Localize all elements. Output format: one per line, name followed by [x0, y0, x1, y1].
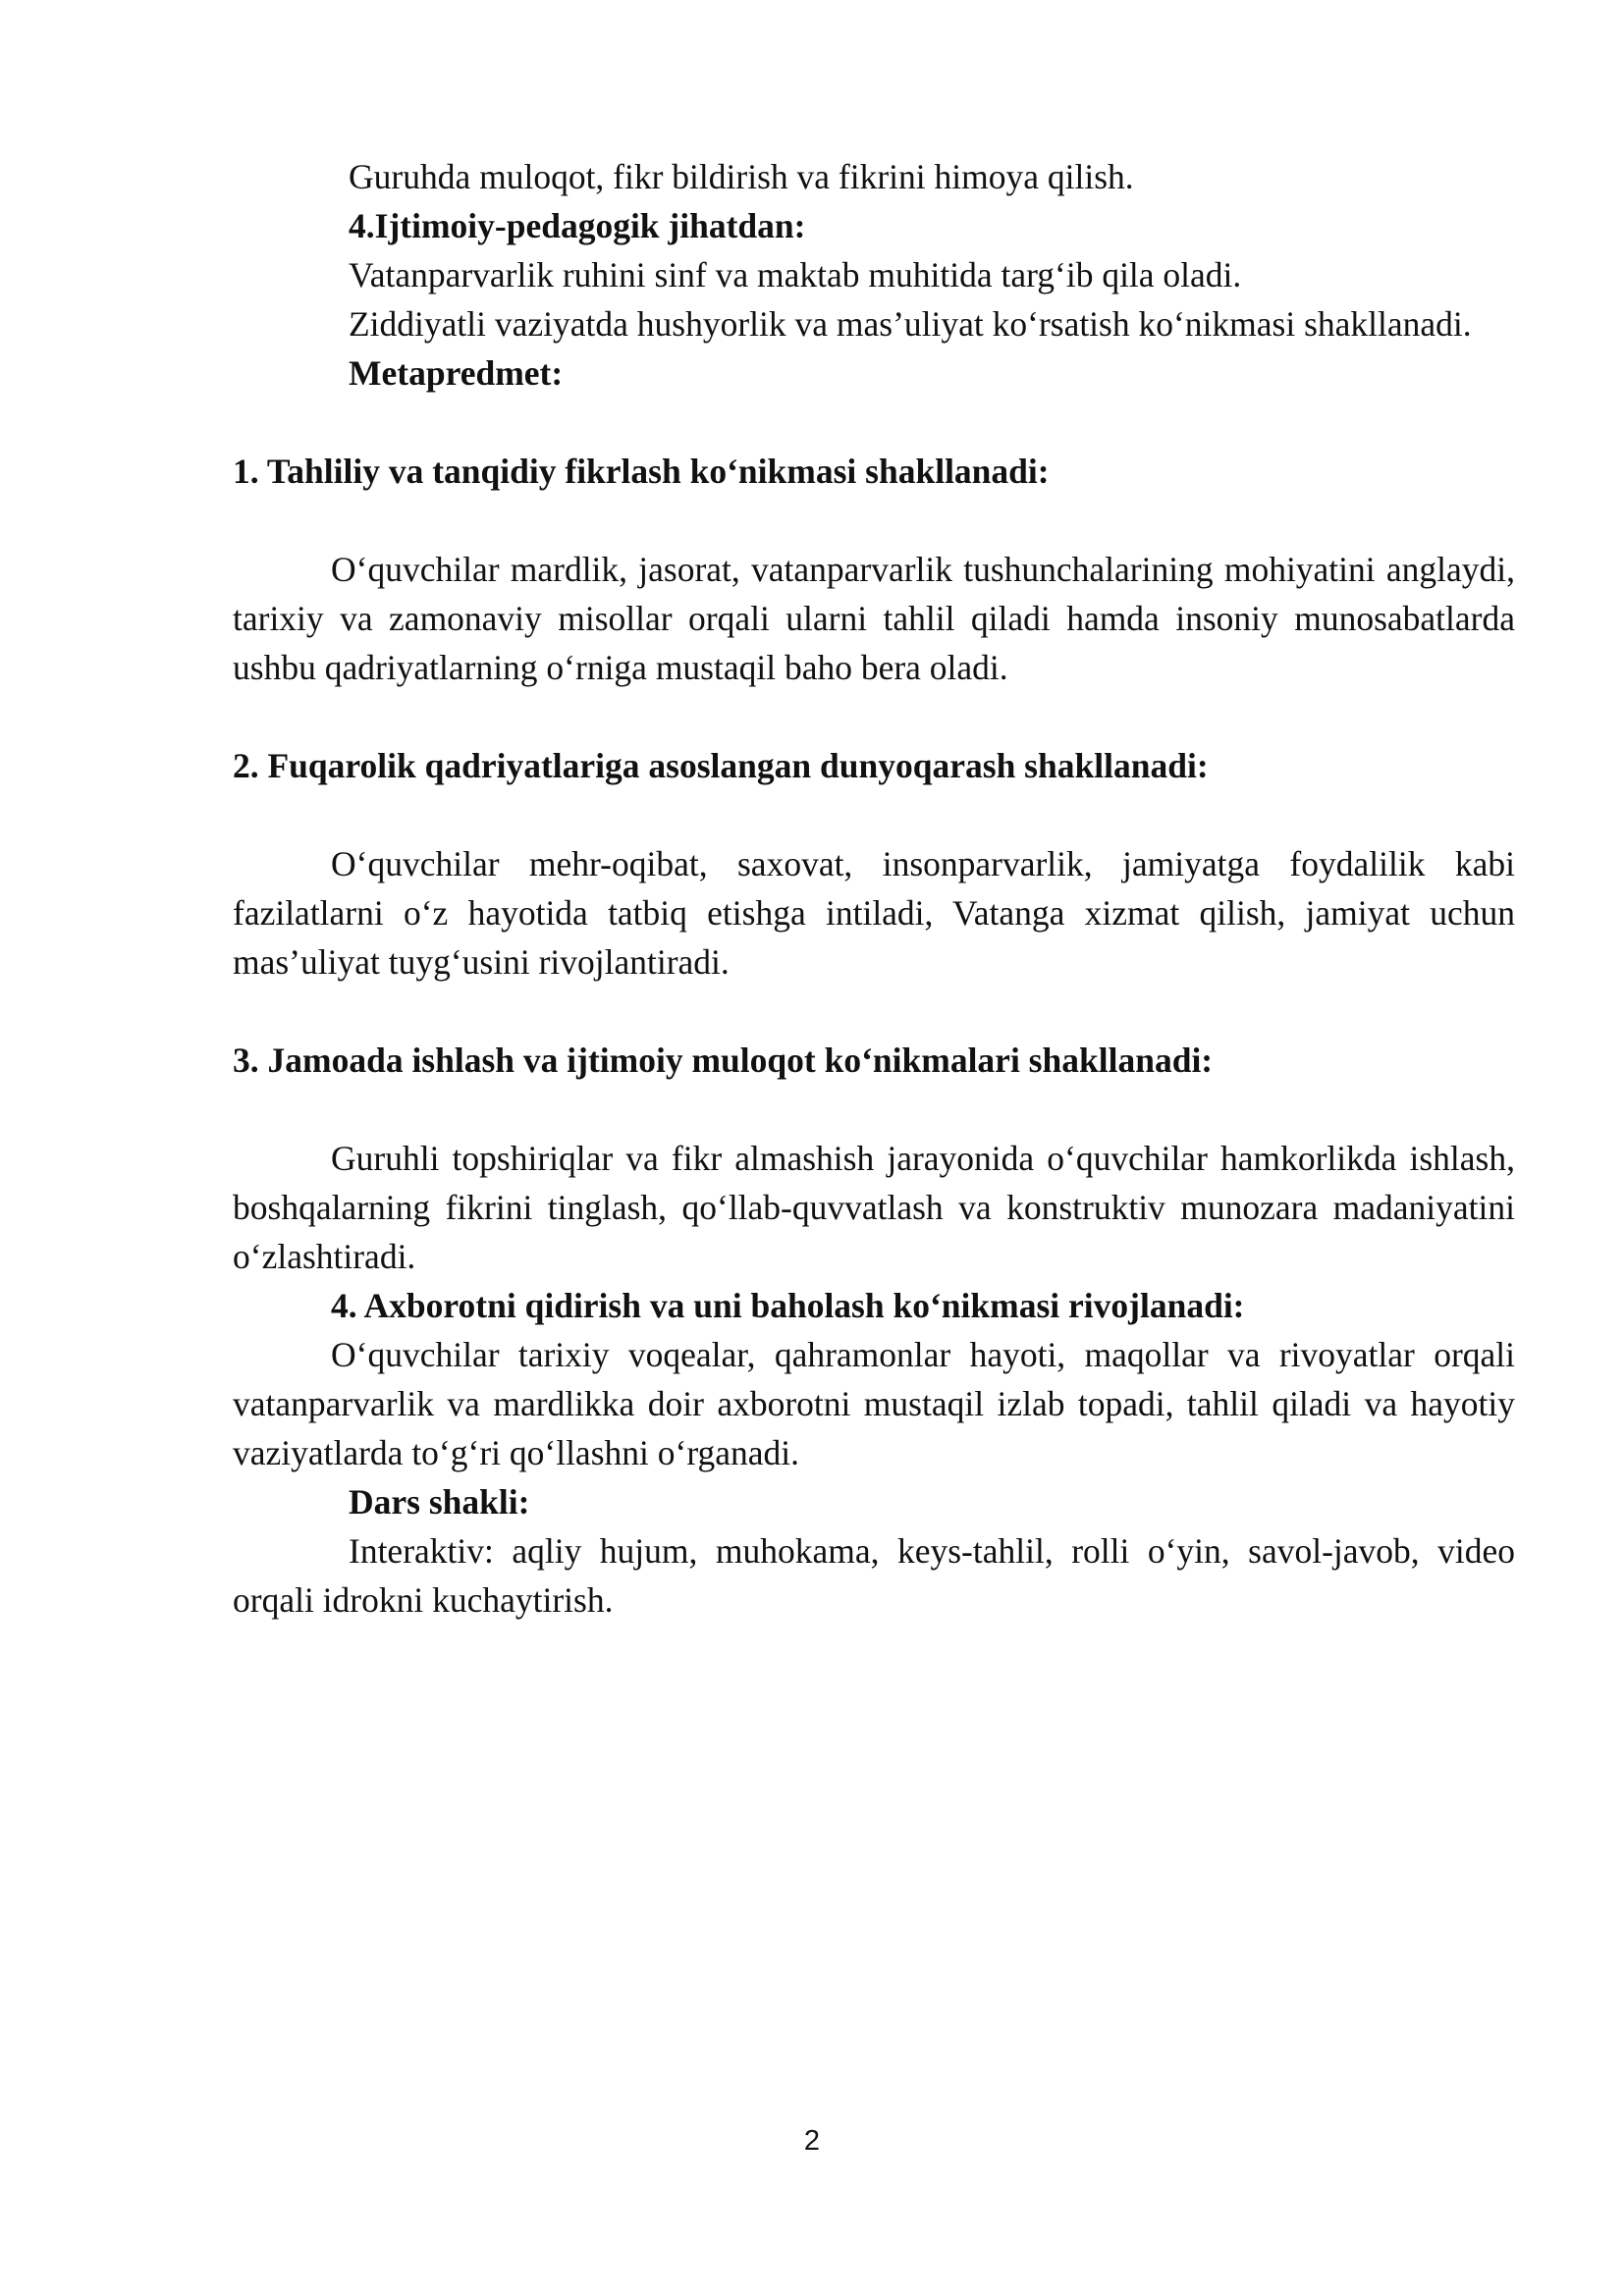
paragraph-civic-values: O‘quvchilar mehr-oqibat, saxovat, insonparvarlik, jamiyatga foydalilik kabi fazilatlarni o‘z hayotida tatbiq etishga intiladi, Vatanga xizmat qilish, jamiyat uchun mas’uliyat tuyg‘usini rivojlantiradi.	[233, 844, 1515, 982]
heading-analytical-thinking: 1. Tahliliy va tanqidiy fikrlash ko‘nikmasi shakllanadi:	[233, 452, 1050, 491]
heading-teamwork: 3. Jamoada ishlash va ijtimoiy muloqot ko‘nikmalari shakllanadi:	[233, 1041, 1214, 1080]
heading-social-pedagogical: 4.Ijtimoiy-pedagogik jihatdan:	[349, 206, 806, 245]
heading-lesson-form: Dars shakli:	[349, 1482, 530, 1522]
paragraph-conflict-situation: Ziddiyatli vaziyatda hushyorlik va mas’uliyat ko‘rsatish ko‘nikmasi shakllanadi.	[349, 304, 1472, 344]
page-body	[233, 152, 1515, 1625]
paragraph-analytical-thinking: O‘quvchilar mardlik, jasorat, vatanparvarlik tushunchalarining mohiyatini anglaydi, tarixiy va zamonaviy misollar orqali ularni tahlil qiladi hamda insoniy munosabatlarda ushbu qadriyatlarning o‘rniga mustaqil baho bera oladi.	[233, 550, 1515, 687]
heading-metapredmet: Metapredmet:	[349, 353, 564, 393]
paragraph-lesson-form: Interaktiv: aqliy hujum, muhokama, keys-tahlil, rolli o‘yin, savol-javob, video orqali idrokni kuchaytirish.	[233, 1531, 1515, 1620]
heading-information-search: 4. Axborotni qidirish va uni baholash ko‘nikmasi rivojlanadi:	[331, 1286, 1245, 1325]
heading-civic-values: 2. Fuqarolik qadriyatlariga asoslangan dunyoqarash shakllanadi:	[233, 746, 1209, 785]
paragraph-patriotism-promotion: Vatanparvarlik ruhini sinf va maktab muhitida targ‘ib qila oladi.	[349, 255, 1242, 294]
paragraph-information-search: O‘quvchilar tarixiy voqealar, qahramonlar hayoti, maqollar va rivoyatlar orqali vatanparvarlik va mardlikka doir axborotni mustaqil izlab topadi, tahlil qiladi va hayotiy vaziyatlarda to‘g‘ri qo‘llashni o‘rganadi.	[233, 1335, 1515, 1472]
paragraph-teamwork: Guruhli topshiriqlar va fikr almashish jarayonida o‘quvchilar hamkorlikda ishlash, boshqalarning fikrini tinglash, qo‘llab-quvvatlash va konstruktiv munozara madaniyatini o‘zlashtiradi.	[233, 1139, 1515, 1276]
page-number: 2	[803, 2125, 821, 2157]
paragraph-group-communication: Guruhda muloqot, fikr bildirish va fikrini himoya qilish.	[349, 157, 1134, 196]
